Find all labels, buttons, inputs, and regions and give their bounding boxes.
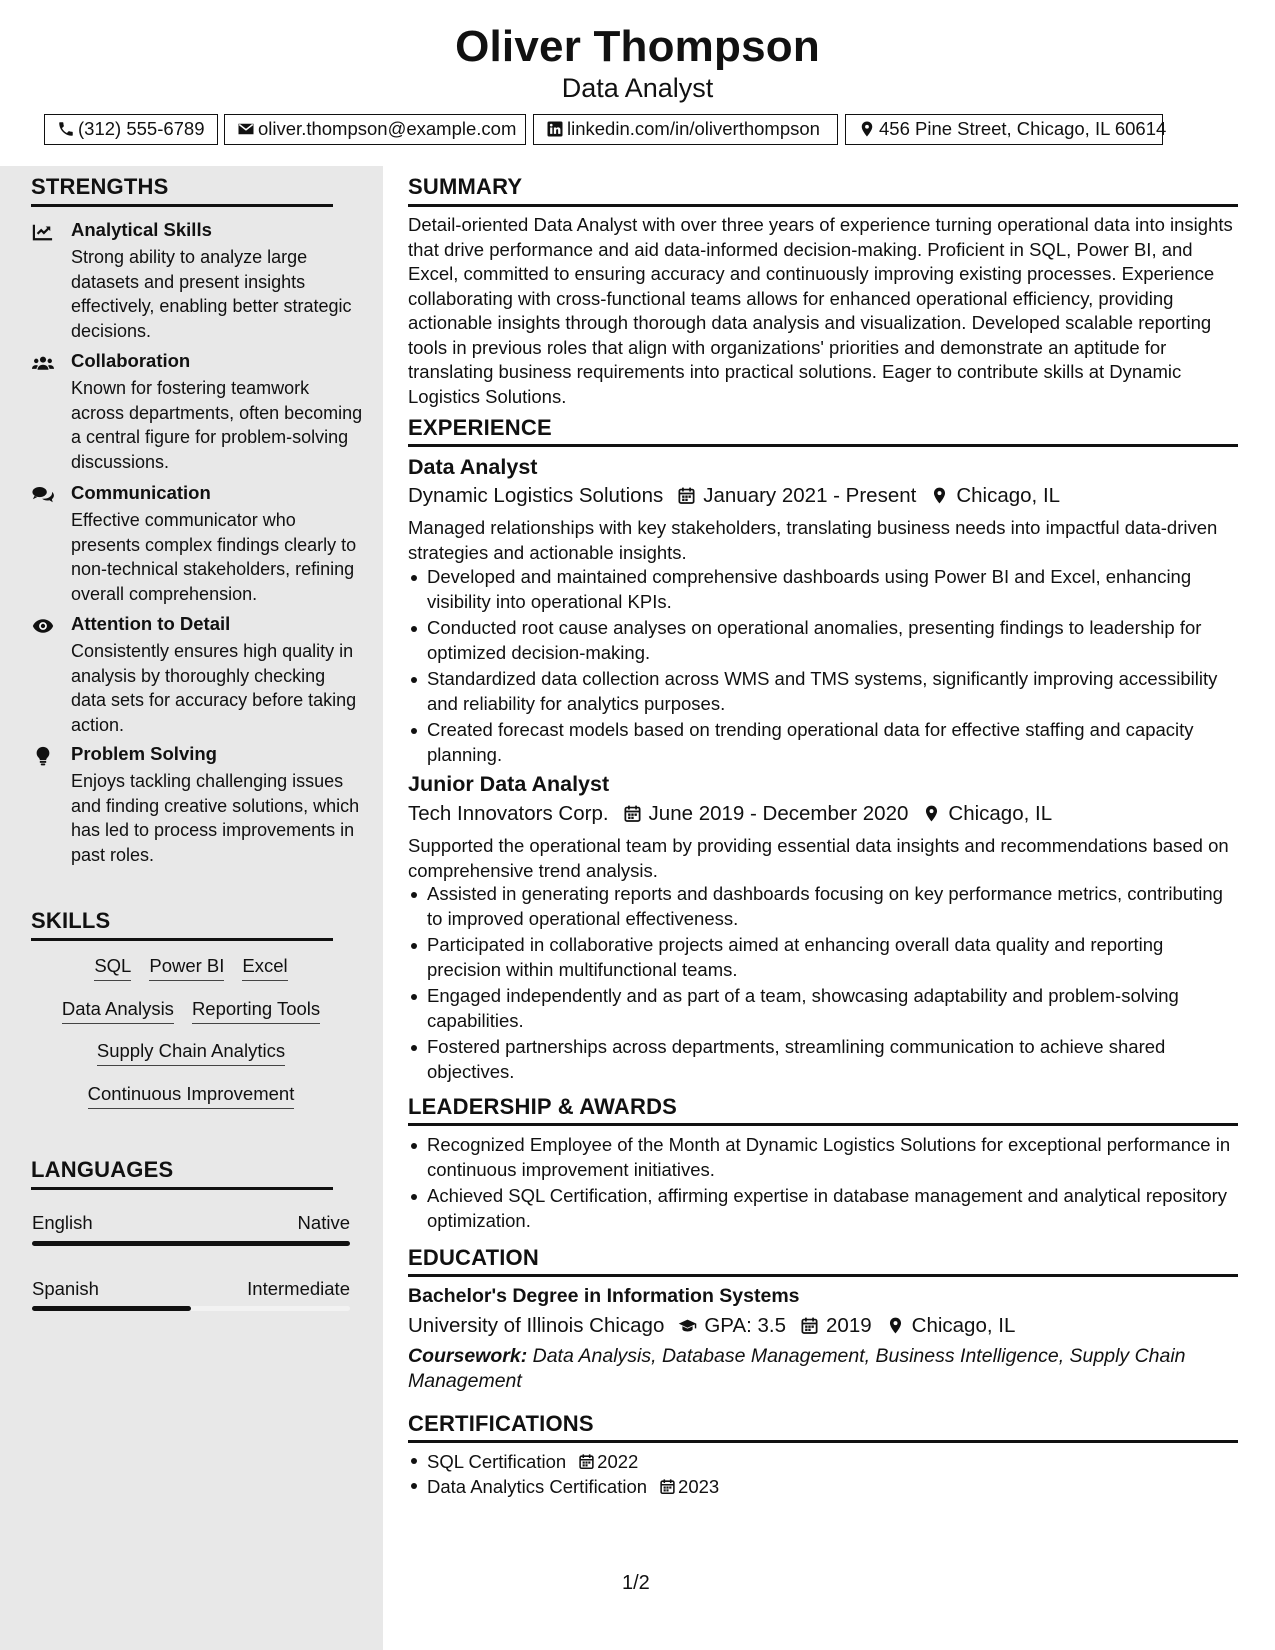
language-level: Intermediate (247, 1278, 350, 1299)
skills-divider (31, 938, 333, 941)
list-item: Engaged independently and as part of a team, showcasing adaptability and problem-solving capabilities. (408, 984, 1240, 1033)
certification-name: SQL Certification (427, 1451, 567, 1472)
strength-description: Strong ability to analyze large datasets and present insights effectively, enabling better strategic decisions. (71, 247, 352, 341)
strength-title: Attention to Detail (71, 613, 231, 634)
strength-title: Problem Solving (71, 743, 217, 764)
job-meta (408, 484, 1060, 508)
job-title: Junior Data Analyst (408, 772, 610, 796)
experience-divider (408, 444, 1238, 447)
contact-address[interactable] (845, 114, 1167, 145)
language-name: English (32, 1212, 93, 1233)
certifications-title: CERTIFICATIONS (408, 1411, 594, 1436)
certification-item (408, 1476, 719, 1498)
skill-tag: Excel (242, 955, 287, 981)
leadership-divider (408, 1123, 1238, 1126)
contact-phone[interactable] (44, 114, 218, 145)
comments-icon (32, 485, 54, 505)
job-dates: January 2021 - Present (703, 484, 917, 507)
skill-tag: Continuous Improvement (88, 1083, 295, 1109)
skills-row (32, 1083, 350, 1109)
language-name: Spanish (32, 1278, 99, 1299)
summary-title: SUMMARY (408, 174, 523, 199)
map-pin-icon (886, 1316, 905, 1335)
list-item: Standardized data collection across WMS and TMS systems, significantly improving accessibility and reliability for analytics purposes. (408, 667, 1240, 716)
education-meta (408, 1314, 1015, 1338)
job-description: Supported the operational team by providing essential data insights and recommendations based on comprehensive trend analysis. (408, 835, 1229, 881)
list-item: Developed and maintained comprehensive dashboards using Power BI and Excel, enhancing visibility into operational KPIs. (408, 565, 1240, 614)
job-bullets (408, 565, 1240, 769)
job-dates: June 2019 - December 2020 (648, 802, 909, 825)
coursework (408, 1344, 1240, 1393)
lightbulb-icon (32, 746, 54, 766)
coursework-list: Data Analysis, Database Management, Business Intelligence, Supply Chain Management (408, 1345, 1186, 1392)
chart-line-icon (32, 222, 54, 242)
calendar-icon (659, 1478, 676, 1495)
skill-tag: SQL (94, 955, 131, 981)
calendar-icon (578, 1453, 595, 1470)
school-location: Chicago, IL (911, 1314, 1016, 1337)
calendar-icon (623, 804, 642, 823)
phone-icon (57, 120, 75, 138)
certifications-divider (408, 1440, 1238, 1443)
strengths-title: STRENGTHS (31, 174, 169, 199)
contact-address-text: 456 Pine Street, Chicago, IL 60614 (879, 118, 1167, 139)
contact-linkedin-text: linkedin.com/in/oliverthompson (567, 118, 820, 139)
map-pin-icon (930, 486, 949, 505)
graduation-cap-icon (678, 1316, 697, 1335)
contact-email-text: oliver.thompson@example.com (258, 118, 517, 139)
experience-title: EXPERIENCE (408, 415, 552, 440)
certification-name: Data Analytics Certification (427, 1476, 648, 1497)
gpa: GPA: 3.5 (704, 1314, 787, 1337)
languages-divider (31, 1187, 333, 1190)
strength-title: Communication (71, 482, 211, 503)
linkedin-icon (546, 120, 564, 138)
skills-title: SKILLS (31, 908, 111, 933)
candidate-name: Oliver Thompson (455, 22, 820, 71)
list-item: Participated in collaborative projects aimed at enhancing overall data quality and reporting precision within multifunctional teams. (408, 933, 1240, 982)
job-meta (408, 802, 1052, 826)
map-pin-icon (922, 804, 941, 823)
strength-description: Enjoys tackling challenging issues and finding creative solutions, which has led to process improvements in past roles. (71, 771, 360, 865)
strength-description: Known for fostering teamwork across departments, often becoming a central figure for problem-solving discussions. (71, 378, 363, 472)
job-description: Managed relationships with key stakeholders, translating business needs into impactful data-driven strategies and actionable insights. (408, 517, 1218, 563)
language-proficiency-fill (32, 1241, 350, 1246)
strengths-divider (31, 204, 333, 207)
job-location: Chicago, IL (956, 484, 1061, 507)
contact-email[interactable] (224, 114, 526, 145)
job-title: Data Analyst (408, 455, 538, 479)
contact-linkedin[interactable] (533, 114, 838, 145)
summary-divider (408, 204, 1238, 207)
certification-year: 2023 (678, 1476, 720, 1497)
language-level: Native (297, 1212, 350, 1233)
graduation-year: 2019 (826, 1314, 872, 1337)
leadership-bullets (408, 1133, 1240, 1235)
resume-header (0, 0, 1275, 166)
languages-title: LANGUAGES (31, 1157, 174, 1182)
education-divider (408, 1274, 1238, 1277)
list-item: Achieved SQL Certification, affirming expertise in database management and analytical repository optimization. (408, 1184, 1240, 1233)
leadership-title: LEADERSHIP & AWARDS (408, 1094, 678, 1119)
certification-year: 2022 (597, 1451, 639, 1472)
education-title: EDUCATION (408, 1245, 539, 1270)
page-number: 1/2 (622, 1572, 650, 1594)
envelope-icon (237, 120, 255, 138)
skills-row (32, 998, 350, 1024)
job-company: Dynamic Logistics Solutions (408, 484, 664, 507)
degree-title: Bachelor's Degree in Information Systems (408, 1285, 800, 1307)
job-company: Tech Innovators Corp. (408, 802, 609, 825)
skills-row (32, 1040, 350, 1066)
strength-title: Analytical Skills (71, 219, 212, 240)
skills-row (32, 955, 350, 981)
map-pin-icon (858, 120, 876, 138)
list-item: Fostered partnerships across departments, streamlining communication to achieve shared objectives. (408, 1035, 1240, 1084)
school-name: University of Illinois Chicago (408, 1314, 665, 1337)
contact-phone-text: (312) 555-6789 (78, 118, 205, 139)
list-item: Conducted root cause analyses on operational anomalies, presenting findings to leadership for optimized decision-making. (408, 616, 1240, 665)
skill-tag: Supply Chain Analytics (97, 1040, 285, 1066)
coursework-label: Coursework: (408, 1345, 528, 1367)
strength-title: Collaboration (71, 350, 191, 371)
users-icon (32, 353, 54, 373)
candidate-role: Data Analyst (561, 73, 714, 103)
job-bullets (408, 882, 1240, 1086)
summary-text: Detail-oriented Data Analyst with over three years of experience turning operational data into insights that drive performance and aid data-informed decision-making. Proficient in SQL, Power BI, and Excel, committed to ensuring accuracy and continuously improving existing processes. Experience collaborating with cross-functional teams allows for enhanced operational efficiency, providing actionable insights through thorough data analysis and visualization. Developed scalable reporting tools in previous roles that align with organizations' priorities and demonstrate an aptitude for translating business requirements into practical solutions. Eager to contribute skills at Dynamic Logistics Solutions. (408, 214, 1233, 407)
calendar-icon (677, 486, 696, 505)
strength-description: Effective communicator who presents complex findings clearly to non-technical stakeholders, refining overall comprehension. (71, 510, 357, 604)
list-item: Assisted in generating reports and dashboards focusing on key performance metrics, contributing to improved operational effectiveness. (408, 882, 1240, 931)
skill-tag: Data Analysis (62, 998, 174, 1024)
language-proficiency-bar (32, 1306, 350, 1311)
skill-tag: Power BI (149, 955, 224, 981)
language-proficiency-fill (32, 1306, 191, 1311)
skill-tag: Reporting Tools (192, 998, 320, 1024)
certification-item (408, 1451, 638, 1473)
strength-description: Consistently ensures high quality in analysis by thoroughly checking data sets for accuracy before taking action. (71, 641, 357, 735)
calendar-icon (800, 1316, 819, 1335)
list-item: Recognized Employee of the Month at Dynamic Logistics Solutions for exceptional performance in continuous improvement initiatives. (408, 1133, 1240, 1182)
language-proficiency-bar (32, 1241, 350, 1246)
list-item: Created forecast models based on trending operational data for effective staffing and capacity planning. (408, 718, 1240, 767)
job-location: Chicago, IL (948, 802, 1053, 825)
eye-icon (32, 616, 54, 636)
